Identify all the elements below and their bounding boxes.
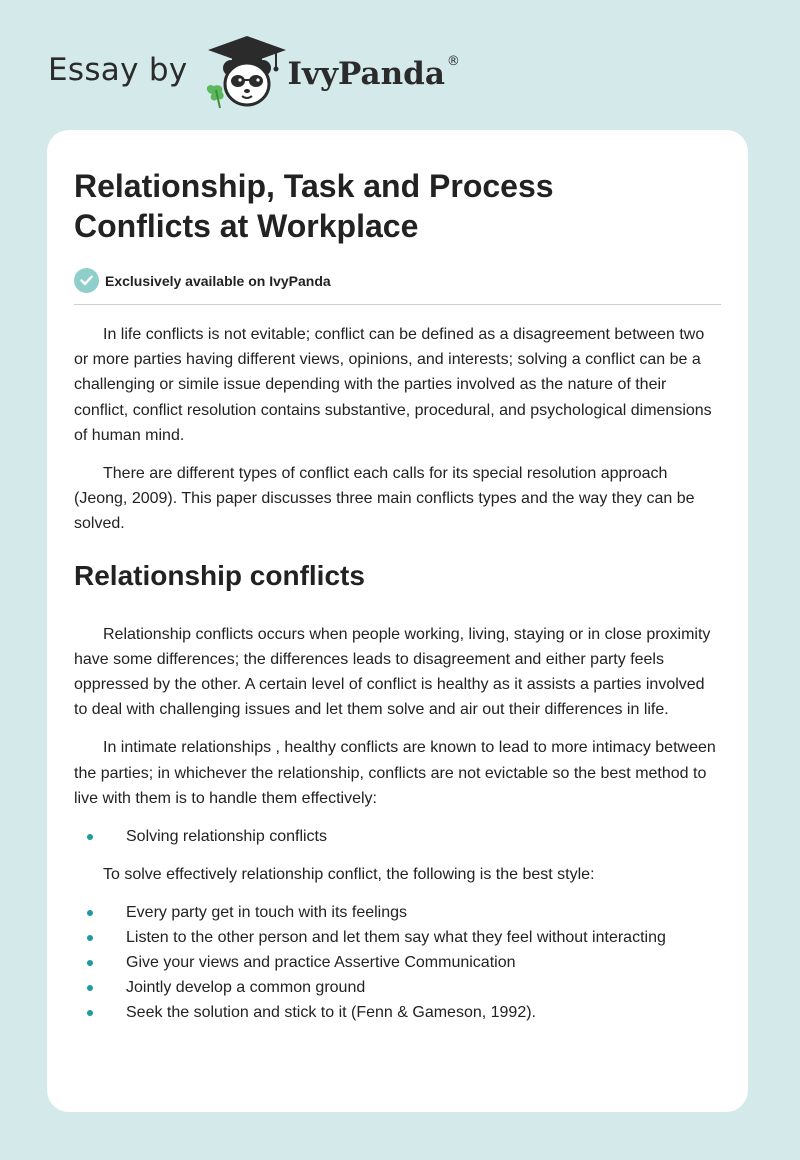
registered-mark: ®	[446, 54, 460, 69]
paragraph: In intimate relationships , healthy conflicts are known to lead to more intimacy between the parties; in whichever the relationship, conflicts are not evictable so the best method to live with them is to handle them effectively:	[74, 739, 716, 807]
bullet-list	[74, 900, 721, 1025]
bullet-dot-icon	[87, 910, 93, 916]
bullet-dot-icon	[87, 935, 93, 941]
bullet-dot-icon	[87, 960, 93, 966]
essay-card	[47, 130, 748, 1112]
check-icon	[74, 268, 99, 293]
list-item: Every party get in touch with its feelings	[74, 900, 721, 925]
panda-logo-icon[interactable]	[202, 34, 292, 110]
bullet-list	[74, 824, 721, 849]
brand-name[interactable]: IvyPanda ®	[287, 54, 460, 92]
essay-title: Relationship, Task and Process Conflicts at Workplace	[74, 168, 554, 244]
list-item: Listen to the other person and let them say what they feel without interacting	[74, 925, 721, 950]
exclusive-badge	[74, 268, 721, 293]
list-item: Seek the solution and stick to it (Fenn & Gameson, 1992).	[74, 1000, 721, 1025]
section-heading: Relationship conflicts	[74, 559, 365, 591]
exclusive-badge-text: Exclusively available on IvyPanda	[105, 272, 331, 289]
divider	[74, 304, 721, 305]
bullet-dot-icon	[87, 1010, 93, 1016]
list-item: Jointly develop a common ground	[74, 975, 721, 1000]
list-item: Solving relationship conflicts	[74, 824, 721, 849]
bullet-dot-icon	[87, 834, 93, 840]
site-header	[48, 34, 460, 110]
paragraph: To solve effectively relationship conflict, the following is the best style:	[103, 866, 595, 884]
paragraph: Relationship conflicts occurs when people working, living, staying or in close proximity have some differences; the differences leads to disagreement and either party feels oppressed by the other. A certain level of conflict is healthy as it assists a parties involved to deal with challenging issues and let them solve and air out their differences in life.	[74, 625, 711, 719]
essay-by-label: Essay by	[48, 52, 188, 88]
list-item: Give your views and practice Assertive Communication	[74, 950, 721, 975]
paragraph: There are different types of conflict each calls for its special resolution approach (Jeong, 2009). This paper discusses three main conflicts types and the way they can be solved.	[74, 465, 695, 533]
paragraph: In life conflicts is not evitable; conflict can be defined as a disagreement between two or more parties having different views, opinions, and interests; solving a conflict can be a challenging or simile issue depending with the parties involved as the nature of their conflict, conflict resolution contains substantive, procedural, and psychological dimensions of human mind.	[74, 326, 712, 444]
bullet-dot-icon	[87, 985, 93, 991]
